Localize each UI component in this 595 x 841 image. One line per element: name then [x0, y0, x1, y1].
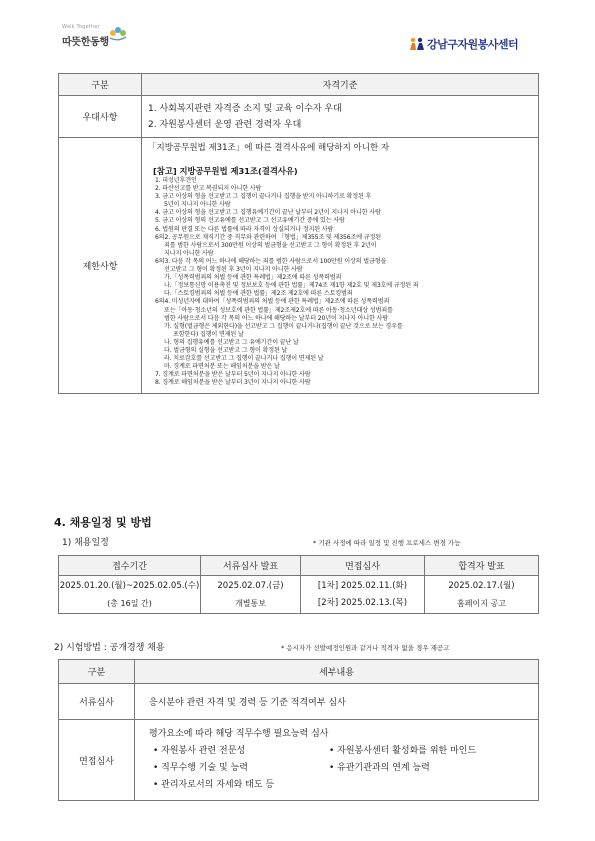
final-result-method: 홈페이지 공고 — [457, 598, 506, 608]
people-logo-icon — [409, 37, 425, 51]
list-item: 또는「아동·청소년의 성보호에 관한 법률」제2조제2호에 따른 아동·청소년대상 성범죄를 — [164, 306, 393, 314]
document-result-cell — [201, 576, 301, 614]
evaluation-point: • 유관기관과의 연계 능력 — [329, 763, 430, 773]
center-name: 강남구자원봉사센터 — [427, 38, 519, 51]
preference-content — [142, 96, 539, 138]
column-header-criteria: 자격기준 — [142, 74, 539, 96]
qualification-criteria-table — [58, 73, 539, 394]
list-item: 가.「성폭력범죄의 처벌 등에 관한 특례법」제2조에 따른 성폭력범죄 — [164, 274, 342, 282]
list-item: 선고받고 그 형이 확정된 후 3년이 지나지 아니한 사람 — [164, 266, 303, 274]
document-result-date: 2025.02.07.(금) — [217, 580, 284, 591]
restriction-label: 제한사항 — [59, 138, 142, 394]
interview-review-content — [135, 720, 539, 801]
list-item: 라. 치료감호를 선고받고 그 집행이 끝나거나 집행이 면제된 날 — [164, 355, 324, 363]
list-item: 지나지 아니한 사람 — [164, 249, 214, 257]
interview-round-2: [2차] 2025.02.13.(목) — [317, 597, 408, 608]
evaluation-points — [149, 743, 530, 794]
document-review-label: 서류심사 — [59, 684, 135, 720]
list-item: 8. 징계로 해임처분을 받은 날부터 3년이 지나지 아니한 사람 — [155, 379, 311, 387]
list-item: 1. 피성년후견인 — [155, 177, 197, 184]
column-header-category: 구분 — [59, 660, 135, 684]
list-item: 포함한다) 집행이 면제된 날 — [173, 330, 244, 338]
list-item: 다. 벌금형의 실형을 선고받고 그 형이 확정된 날 — [164, 346, 288, 354]
method-subtitle: 2) 시험방법 : 공개경쟁 채용 — [54, 643, 165, 653]
column-header-details: 세부내용 — [135, 660, 539, 684]
list-item: 2. 파산선고를 받고 복권되지 아니한 사람 — [155, 185, 262, 193]
schedule-subtitle: 1) 채용일정 — [62, 538, 109, 548]
preference-item: 2. 자원봉사센터 운영 관련 경력자 우대 — [148, 119, 302, 130]
evaluation-point: • 자원봉사센터 활성화를 위한 마인드 — [329, 746, 477, 756]
evaluation-point: • 자원봉사 관련 전문성 — [153, 746, 246, 756]
list-item: 6의4. 미성년자에 대하여「성폭력범죄의 처벌 등에 관한 특례법」제2조에 따른 성폭력범죄 — [155, 298, 390, 306]
column-header-interview: 면접심사 — [301, 556, 425, 576]
list-item: 6의3. 다음 각 목의 어느 하나에 해당하는 죄를 범한 사람으로서 100만원 이상의 벌금형을 — [155, 257, 387, 265]
evaluation-point: • 직무수행 기술 및 능력 — [153, 763, 248, 773]
reference-title: [참고] 지방공무원법 제31조(결격사유) — [153, 166, 298, 176]
list-item: 6의2. 공무원으로 재직기간 중 직무와 관련하여 「형법」제355조 및 제356조에 규정된 — [155, 233, 381, 241]
list-item: 7. 징계로 파면처분을 받은 날부터 5년이 지나지 아니한 사람 — [155, 371, 311, 379]
exam-method-table — [58, 659, 539, 801]
column-header-document-result: 서류심사 발표 — [201, 556, 301, 576]
section-title: 4. 채용일정 및 방법 — [54, 516, 152, 529]
disqualification-list — [155, 177, 533, 387]
list-item: 6. 법원의 판결 또는 다른 법률에 따라 자격이 상실되거나 정지된 사람 — [155, 225, 334, 233]
column-header-reception: 접수기간 — [59, 556, 201, 576]
reception-duration: (총 16일 간) — [107, 598, 152, 608]
method-note: * 응시자가 선발예정인원과 같거나 적격자 없을 경우 재공고 — [281, 644, 450, 652]
list-item: 다.「스토킹범죄의 처벌 등에 관한 법률」제2조 제2호에 따른 스토킹범죄 — [164, 290, 353, 298]
preference-label: 우대사항 — [59, 96, 142, 138]
gangnam-volunteer-center-logo — [409, 35, 518, 53]
final-result-cell — [425, 576, 539, 614]
final-result-date: 2025.02.17.(월) — [448, 580, 515, 591]
list-item: 나.「정보통신망 이용촉진 및 정보보호 등에 관한 법률」제74조 제1항 제2호 및 제3호에 규정된 죄 — [164, 282, 419, 290]
list-item: 나. 형의 집행유예를 선고받고 그 유예기간이 끝난 날 — [164, 338, 299, 346]
document-result-method: 개별통보 — [235, 598, 266, 608]
interview-review-intro: 평가요소에 따라 해당 직무수행 필요능력 심사 — [149, 729, 329, 739]
restriction-content — [142, 138, 539, 394]
list-item: 범한 사람으로서 다음 각 목의 어느 하나에 해당하는 날부터 20년이 지나지 아니한 사람 — [164, 314, 388, 322]
restriction-intro: 「지방공무원법 제31조」에 따른 결격사유에 해당하지 아니한 자 — [148, 143, 390, 153]
list-item: 죄를 범한 사람으로서 300만원 이상의 벌금형을 선고받고 그 형이 확정된 후 2년이 — [164, 241, 377, 249]
list-item: 3. 금고 이상의 형을 선고받고 그 집행이 끝나거나 집행을 받지 아니하기로 확정된 후 — [155, 193, 372, 201]
interview-cell — [301, 576, 425, 614]
interview-round-1: [1차] 2025.02.11.(화) — [317, 580, 408, 591]
schedule-table — [58, 555, 539, 614]
interview-review-label: 면접심사 — [59, 720, 135, 801]
walk-together-logo — [62, 24, 142, 54]
list-item: 4. 금고 이상의 형을 선고받고 그 집행유예기간이 끝난 날부터 2년이 지나지 아니한 사람 — [155, 209, 381, 217]
column-header-category: 구분 — [59, 74, 142, 96]
schedule-note: * 기관 사정에 따라 일정 및 진행 프로세스 변경 가능 — [313, 539, 461, 547]
reception-dates: 2025.01.20.(월)~2025.02.05.(수) — [59, 580, 200, 591]
reception-period-cell — [59, 576, 201, 614]
logo-tagline: Walk Together — [62, 24, 100, 30]
leaf-logo-icon — [107, 25, 129, 41]
column-header-final-result: 합격자 발표 — [425, 556, 539, 576]
page-header — [0, 0, 595, 70]
preference-item: 1. 사회복지관련 자격증 소지 및 교육 이수자 우대 — [148, 103, 342, 114]
logo-title: 따뜻한동행 — [62, 37, 109, 48]
list-item: 마. 징계로 파면처분 또는 해임처분을 받은 날 — [164, 363, 280, 371]
list-item: 5. 금고 이상의 형의 선고유예를 선고받고 그 선고유예기간 중에 있는 사람 — [155, 217, 345, 225]
document-review-text: 응시분야 관련 자격 및 경력 등 기준 적격여부 심사 — [135, 684, 539, 720]
list-item: 가. 실형(벌금형은 제외한다)을 선고받고 그 집행이 끝나거나(집행이 끝난 것으로 보는 경우를 — [164, 322, 403, 330]
list-item: 5년이 지나지 아니한 사람 — [164, 201, 231, 209]
evaluation-point: • 관리자로서의 자세와 태도 등 — [153, 780, 275, 790]
